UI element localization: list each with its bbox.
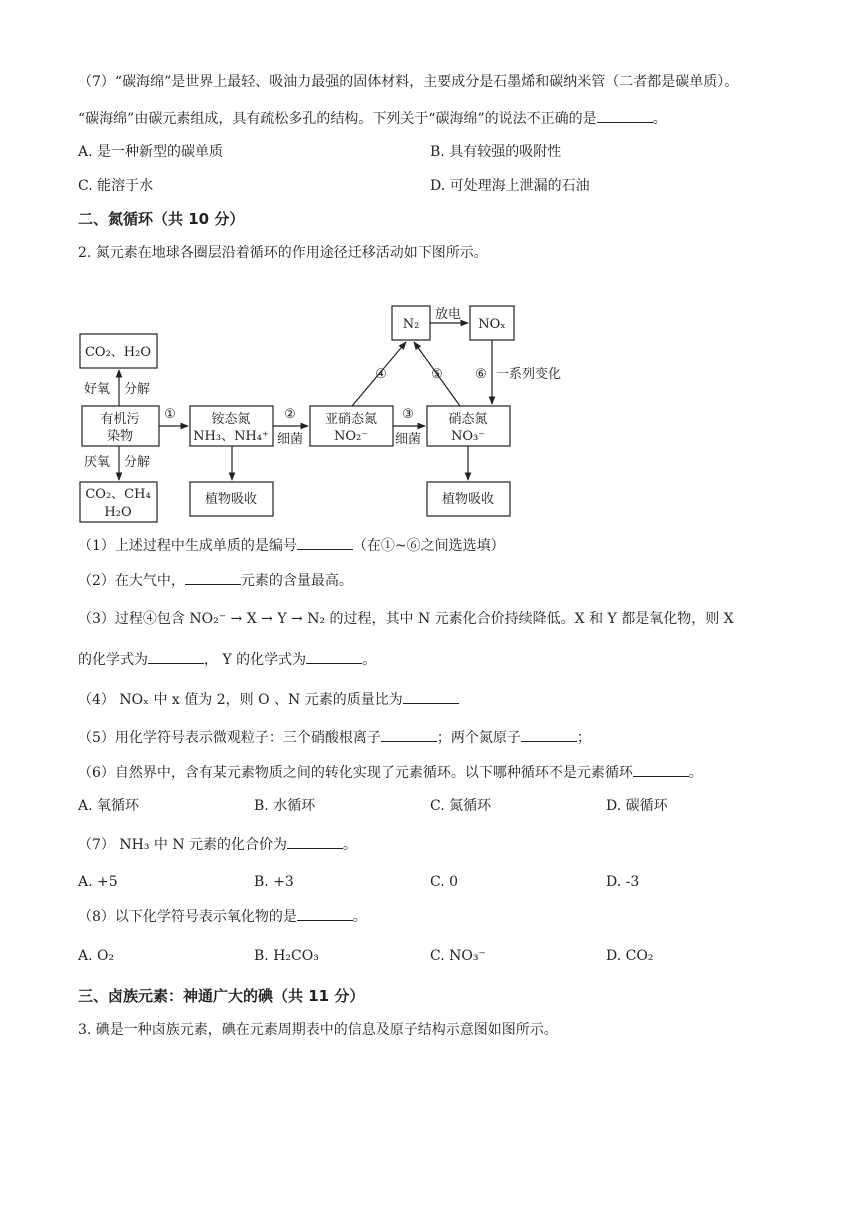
q2-sub3-line2 xyxy=(78,649,376,670)
q2-sub2 xyxy=(78,570,353,591)
label-bacteria-1: 细菌 xyxy=(276,432,304,447)
label-step-5: ⑤ xyxy=(431,367,443,382)
label-organic-1: 有机污 xyxy=(100,412,140,427)
q2-sub1 xyxy=(78,535,505,556)
label-h2o: H₂O xyxy=(104,505,132,520)
label-organic-2: 染物 xyxy=(106,429,134,444)
option-d[interactable]: D. 可处理海上泄漏的石油 xyxy=(430,178,590,194)
label-discharge: 放电 xyxy=(434,307,462,322)
q2-sub7-option-b[interactable]: B. +3 xyxy=(254,874,294,890)
q2-sub3-mid: ， Y 的化学式为 xyxy=(204,652,307,668)
label-nitrite-1: 亚硝态氮 xyxy=(324,412,378,427)
section-title-nitrogen: 二、氮循环（共 10 分） xyxy=(78,210,245,228)
q2-stem: 2. 氮元素在地球各圈层沿着循环的作用途径迁移活动如下图所示。 xyxy=(78,245,488,261)
q2-sub4 xyxy=(78,689,459,710)
q2-sub6 xyxy=(78,762,703,783)
label-step-2: ② xyxy=(284,407,296,422)
option-c[interactable]: C. 能溶于水 xyxy=(78,178,154,194)
q2-sub2-end: 元素的含量最高。 xyxy=(240,573,353,589)
label-nitrate-1: 硝态氮 xyxy=(448,412,488,427)
q2-sub6-end: 。 xyxy=(688,765,703,781)
answer-blank[interactable] xyxy=(297,906,353,921)
q2-sub5 xyxy=(78,727,591,748)
q2-sub8-option-c[interactable]: C. NO₃⁻ xyxy=(430,948,486,964)
label-anaerobic: 厌氧 xyxy=(84,455,111,470)
label-nitrate-2: NO₃⁻ xyxy=(450,429,486,444)
label-nox: NOₓ xyxy=(478,317,506,332)
label-plant-1: 植物吸收 xyxy=(204,492,258,507)
label-bacteria-2: 细菌 xyxy=(394,432,422,447)
answer-blank[interactable] xyxy=(633,762,689,777)
q1-7-end: 。 xyxy=(652,111,667,127)
label-aerobic: 好氧 xyxy=(84,382,111,397)
section-title-iodine: 三、卤族元素：神通广大的碘（共 11 分） xyxy=(78,987,365,1005)
q1-7-text: “碳海绵”由碳元素组成，具有疏松多孔的结构。下列关于“碳海绵”的说法不正确的是 xyxy=(78,111,597,127)
label-step-6: ⑥ xyxy=(475,367,487,382)
label-nitrite-2: NO₂⁻ xyxy=(333,429,369,444)
answer-blank[interactable] xyxy=(297,535,353,550)
label-co2-h2o: CO₂、H₂O xyxy=(84,345,152,360)
label-plant-2: 植物吸收 xyxy=(441,492,495,507)
q2-sub7 xyxy=(78,834,357,855)
q2-sub5-end: ； xyxy=(576,730,591,746)
label-co2-ch4: CO₂、CH₄ xyxy=(85,487,151,502)
q2-sub1-end: （在①~⑥之间选选填） xyxy=(352,538,505,554)
q2-sub8-text: （8）以下化学符号表示氧化物的是 xyxy=(78,909,297,925)
label-series-change: 一系列变化 xyxy=(496,367,562,382)
q2-sub6-option-c[interactable]: C. 氮循环 xyxy=(430,798,492,814)
label-decompose-1: 分解 xyxy=(124,382,151,397)
q2-sub5-text: （5）用化学符号表示微观粒子：三个硝酸根离子 xyxy=(78,730,381,746)
label-n2: N₂ xyxy=(402,317,420,332)
q2-sub7-end: 。 xyxy=(343,837,358,853)
answer-blank[interactable] xyxy=(521,727,577,742)
q2-sub8-option-b[interactable]: B. H₂CO₃ xyxy=(254,948,319,964)
label-step-1: ① xyxy=(164,407,176,422)
q2-sub2-text: （2）在大气中， xyxy=(78,573,185,589)
q2-sub8-option-d[interactable]: D. CO₂ xyxy=(606,948,654,964)
option-b[interactable]: B. 具有较强的吸附性 xyxy=(430,144,562,160)
answer-blank[interactable] xyxy=(287,834,343,849)
q2-sub7-option-c[interactable]: C. 0 xyxy=(430,874,459,890)
label-ammonium-2: NH₃、NH₄⁺ xyxy=(193,429,269,444)
nitrogen-cycle-diagram xyxy=(0,0,860,540)
answer-blank[interactable] xyxy=(185,570,241,585)
answer-blank[interactable] xyxy=(403,689,459,704)
q2-sub8 xyxy=(78,906,367,927)
answer-blank[interactable] xyxy=(148,649,204,664)
q2-sub8-end: 。 xyxy=(352,909,367,925)
q2-sub3-text: 的化学式为 xyxy=(78,652,148,668)
q2-sub6-option-d[interactable]: D. 碳循环 xyxy=(606,798,668,814)
q2-sub1-text: （1）上述过程中生成单质的是编号 xyxy=(78,538,297,554)
q2-sub6-option-b[interactable]: B. 水循环 xyxy=(254,798,316,814)
q2-sub3-end: 。 xyxy=(362,652,377,668)
q2-sub8-option-a[interactable]: A. O₂ xyxy=(78,948,115,964)
q2-sub6-text: （6）自然界中，含有某元素物质之间的转化实现了元素循环。以下哪种循环不是元素循环 xyxy=(78,765,633,781)
answer-blank[interactable] xyxy=(306,649,362,664)
label-ammonium-1: 铵态氮 xyxy=(211,412,251,427)
q2-sub3-line1: （3）过程④包含 NO₂⁻ → X → Y → N₂ 的过程，其中 N 元素化合价持续降低。X 和 Y 都是氧化物，则 X xyxy=(78,611,734,627)
label-step-4: ④ xyxy=(375,367,387,382)
q2-sub7-option-a[interactable]: A. +5 xyxy=(78,874,118,890)
q2-sub4-text: （4） NOₓ 中 x 值为 2，则 O 、N 元素的质量比为 xyxy=(78,692,403,708)
q2-sub7-text: （7） NH₃ 中 N 元素的化合价为 xyxy=(78,837,288,853)
q2-sub7-option-d[interactable]: D. -3 xyxy=(606,874,640,890)
q1-7-line1: （7）“碳海绵”是世界上最轻、吸油力最强的固体材料，主要成分是石墨烯和碳纳米管（二者都是碳单质）。 xyxy=(78,74,739,90)
q2-sub6-option-a[interactable]: A. 氧循环 xyxy=(78,798,140,814)
q3-stem: 3. 碘是一种卤族元素，碘在元素周期表中的信息及原子结构示意图如图所示。 xyxy=(78,1022,558,1038)
label-step-3: ③ xyxy=(402,407,414,422)
q2-sub5-mid: ；两个氮原子 xyxy=(436,730,521,746)
label-decompose-2: 分解 xyxy=(124,455,151,470)
option-a[interactable]: A. 是一种新型的碳单质 xyxy=(78,144,224,160)
answer-blank[interactable] xyxy=(381,727,437,742)
